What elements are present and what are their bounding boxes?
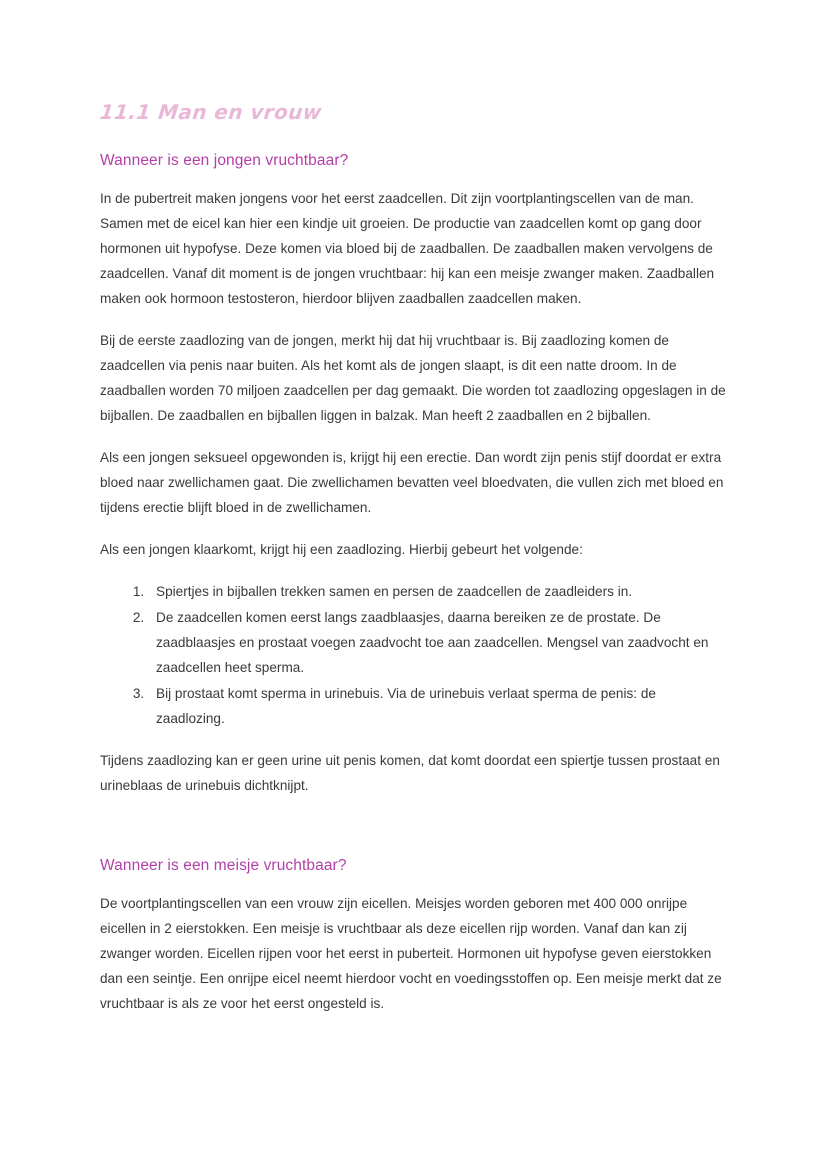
- list-item: 3. Bij prostaat komt sperma in urinebuis. Via de urinebuis verlaat sperma de penis: de zaadlozing.: [148, 681, 728, 731]
- paragraph-boy-2: Bij de eerste zaadlozing van de jongen, merkt hij dat hij vruchtbaar is. Bij zaadlozing komen de zaadcellen via penis naar buiten. Als het komt als de jongen slaapt, is dit een natte droom. In de zaadballen worden 70 miljoen zaadcellen per dag gemaakt. Die worden tot zaadlozing opgeslagen in de bijballen. De zaadballen en bijballen liggen in balzak. Man heeft 2 zaadballen en 2 bijballen.: [100, 333, 726, 423]
- section-heading-girl-fertility: Wanneer is een meisje vruchtbaar?: [100, 857, 347, 874]
- list-item: 1. Spiertjes in bijballen trekken samen en persen de zaadcellen de zaadleiders in.: [148, 579, 728, 604]
- section-divider-space: [100, 815, 728, 857]
- paragraph-boy-4: Als een jongen klaarkomt, krijgt hij een zaadlozing. Hierbij gebeurt het volgende:: [100, 542, 583, 557]
- paragraph-girl-1: De voortplantingscellen van een vrouw zijn eicellen. Meisjes worden geboren met 400 000 onrijpe eicellen in 2 eierstokken. Een meisje is vruchtbaar als deze eicellen rijp worden. Vanaf dan kan zij zwanger worden. Eicellen rijpen voor het eerst in puberteit. Hormonen uit hypofyse geven eierstokken dan een seintje. Een onrijpe eicel neemt hierdoor vocht en voedingsstoffen op. Een meisje merkt dat ze vruchtbaar is als ze voor het eerst ongesteld is.: [100, 896, 722, 1011]
- section-heading-boy-fertility: Wanneer is een jongen vruchtbaar?: [100, 152, 349, 169]
- paragraph-boy-1: In de pubertreit maken jongens voor het eerst zaadcellen. Dit zijn voortplantingscellen van de man. Samen met de eicel kan hier een kindje uit groeien. De productie van zaadcellen komt op gang door hormonen uit hypofyse. Deze komen via bloed bij de zaadballen. De zaadballen maken vervolgens de zaadcellen. Vanaf dit moment is de jongen vruchtbaar: hij kan een meisje zwanger maken. Zaadballen maken ook hormoon testosteron, hierdoor blijven zaadballen zaadcellen maken.: [100, 191, 715, 306]
- paragraph-boy-closing: Tijdens zaadlozing kan er geen urine uit penis komen, dat komt doordat een spiertje tussen prostaat en urineblaas de urinebuis dichtknijpt.: [100, 753, 720, 793]
- list-item: 2. De zaadcellen komen eerst langs zaadblaasjes, daarna bereiken ze de prostate. De zaadblaasjes en prostaat voegen zaadvocht toe aan zaadcellen. Mengsel van zaadvocht en zaadcellen heet sperma.: [148, 605, 728, 680]
- paragraph-boy-3: Als een jongen seksueel opgewonden is, krijgt hij een erectie. Dan wordt zijn penis stijf doordat er extra bloed naar zwellichamen gaat. Die zwellichamen bevatten veel bloedvaten, die vullen zich met bloed en tijdens erectie blijft bloed in de zwellichamen.: [100, 450, 724, 515]
- ejaculation-steps-list: [100, 579, 728, 731]
- page-title: 11.1 Man en vrouw: [98, 100, 324, 124]
